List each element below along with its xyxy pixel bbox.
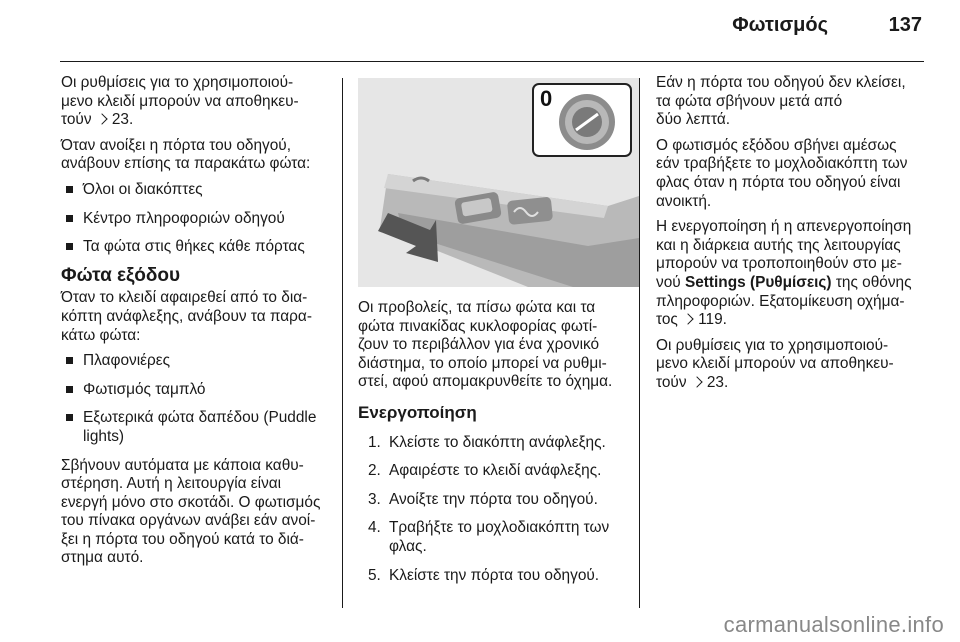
settings-menu-link[interactable]: Settings (Ρυθμίσεις): [684, 273, 832, 291]
exit-paragraph: Όταν το κλειδί αφαιρεθεί από το δια- κόπτη ανάφλεξης, ανάβουν τα παρα- κάτω φώτα:: [61, 289, 312, 344]
bullet-square-icon: [66, 414, 73, 421]
page-ref-link[interactable]: 119.: [698, 311, 727, 329]
page-ref-link[interactable]: 23.: [706, 373, 729, 391]
column-divider-left: [342, 78, 343, 608]
door-paragraph: Όταν ανοίξει η πόρτα του οδηγού, ανάβουν επίσης τα παρακάτω φώτα:: [61, 136, 311, 173]
list-item: Φωτισμός ταμπλό: [61, 381, 333, 400]
list-item: 3. Ανοίξτε την πόρτα του οδηγού.: [368, 490, 598, 508]
right-paragraph-1: Εάν η πόρτα του οδηγού δεν κλείσει, τα φώτα σβήνουν μετά από δύο λεπτά.: [656, 74, 906, 129]
light-switch-figure: [358, 78, 639, 287]
right-paragraph-4: Οι ρυθμίσεις για το χρησιμοποιού- μενο κλειδί μπορούν να αποθηκευ- τούν 23.: [656, 336, 894, 391]
turn-signal-lever-illustration: [358, 78, 639, 287]
page-ref-link[interactable]: 23.: [111, 111, 134, 129]
list-item: 1. Κλείστε το διακόπτη ανάφλεξης.: [368, 433, 606, 451]
page-ref-icon: [96, 114, 107, 125]
left-column: [61, 74, 333, 575]
bullet-square-icon: [66, 186, 73, 193]
page-ref-icon: [691, 376, 702, 387]
bullet-square-icon: [66, 243, 73, 250]
middle-column: [358, 78, 630, 595]
right-paragraph-3: Η ενεργοποίηση ή η απενεργοποίηση και η διάρκεια αυτής της λειτουργίας μπορούν να τροποποιηθούν στο με- νού Settings (Ρυθμίσεις) της οθόνης πληροφοριών. Εξατομίκευση οχήμα- τος 119.: [656, 218, 912, 329]
list-item: 5. Κλείστε την πόρτα του οδηγού.: [368, 566, 600, 584]
exit-light-list: [61, 352, 333, 446]
column-divider-right: [639, 78, 640, 608]
list-item: 2. Αφαιρέστε το κλειδί ανάφλεξης.: [368, 462, 602, 480]
right-column: [656, 74, 946, 400]
bullet-square-icon: [66, 215, 73, 222]
door-light-list: [61, 181, 333, 257]
page-number: 137: [888, 14, 922, 36]
header-divider: [60, 61, 924, 62]
outro-paragraph: Σβήνουν αυτόματα με κάποια καθυ- στέρηση. Αυτή η λειτουργία είναι ενεργή μόνο στο σκοτάδι. Ο φωτισμός του πίνακα οργάνων ανάβει εάν ανοί- ξει η πόρτα του οδηγού κατά το διά- στημα αυτό.: [61, 456, 321, 567]
bullet-square-icon: [66, 357, 73, 364]
list-item: Κέντρο πληροφοριών οδηγού: [61, 210, 333, 229]
list-item: Όλοι οι διακόπτες: [61, 181, 333, 200]
intro-paragraph: Οι ρυθμίσεις για το χρησιμοποιού- μενο κλειδί μπορούν να αποθηκευ- τούν 23.: [61, 74, 299, 129]
activation-heading: Ενεργοποίηση: [358, 402, 477, 422]
list-item: Πλαφονιέρες: [61, 352, 333, 371]
section-title: Φωτισμός: [732, 14, 828, 36]
list-item: Εξωτερικά φώτα δαπέδου (Puddle lights): [61, 409, 333, 446]
right-paragraph-2: Ο φωτισμός εξόδου σβήνει αμέσως εάν τραβήξετε το μοχλοδιακόπτη των φλας όταν η πόρτα του οδηγού είναι ανοικτή.: [656, 136, 908, 210]
watermark: carmanualsonline.info: [723, 612, 944, 637]
list-item: 4. Τραβήξτε το μοχλοδιακόπτη των φλας.: [368, 519, 610, 555]
bullet-square-icon: [66, 386, 73, 393]
figure-caption: Οι προβολείς, τα πίσω φώτα και τα φώτα πινακίδας κυκλοφορίας φωτί- ζουν το περιβάλλον για ένα χρονικό διάστημα, το οποίο μπορεί να ρυθμι- στεί, αφού απομακρυνθείτε το όχημα.: [358, 299, 613, 391]
list-item: Τα φώτα στις θήκες κάθε πόρτας: [61, 238, 333, 257]
page-ref-icon: [682, 313, 693, 324]
exit-lights-heading: Φώτα εξόδου: [61, 264, 181, 286]
activation-steps: [358, 434, 630, 586]
figure-badge: 0: [540, 86, 553, 111]
